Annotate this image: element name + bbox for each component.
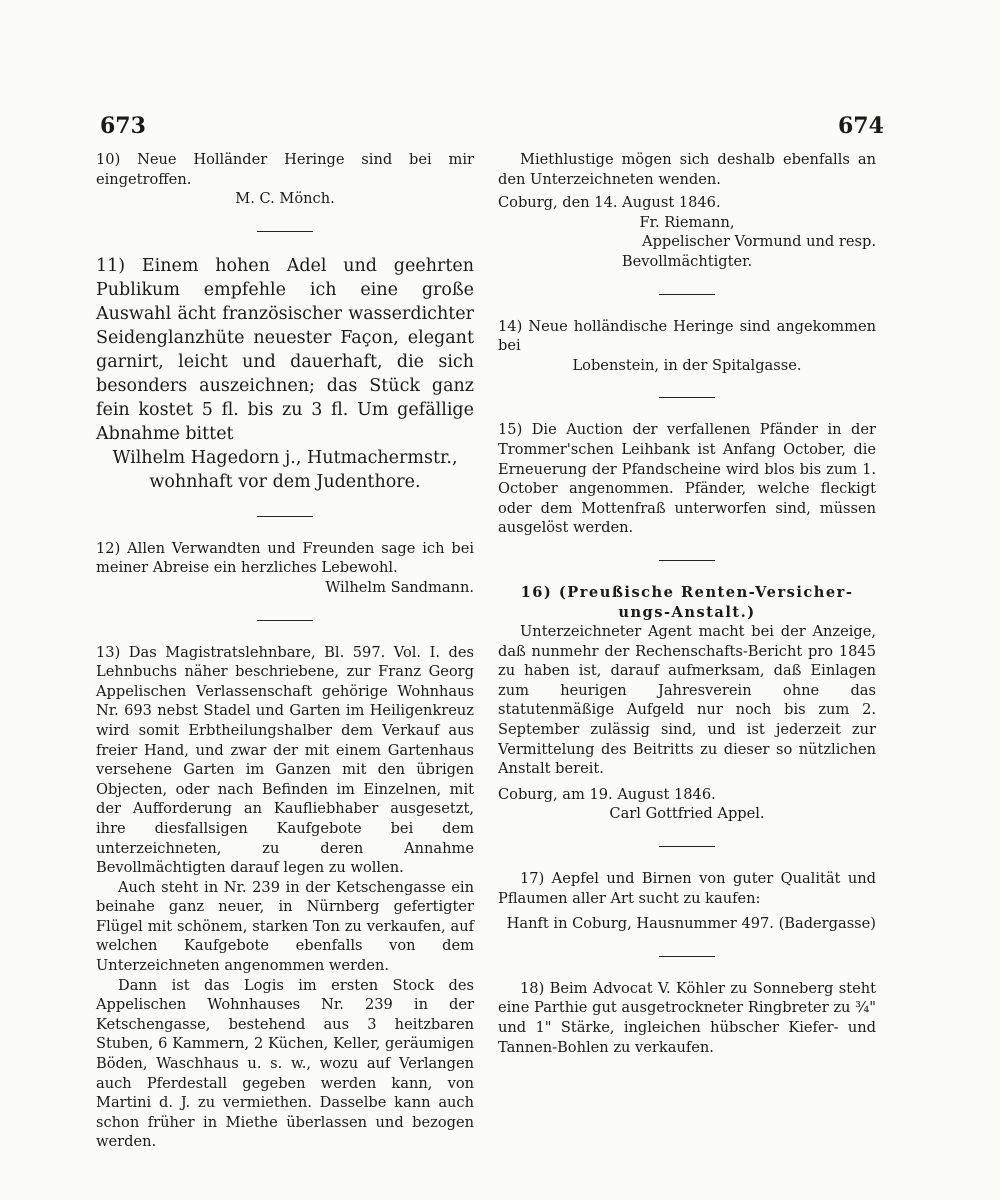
entry-12 [96,539,474,598]
entry-10-text: 10) Neue Holländer Heringe sind bei mir eingetroffen. [96,151,474,188]
entry-12-signature: Wilhelm Sandmann. [325,578,474,596]
entry-16-signature: Carl Gottfried Appel. [609,805,765,823]
divider [659,560,715,561]
entry-11 [96,254,474,494]
entry-13-date: Coburg, den 14. August 1846. [498,194,721,212]
entry-14 [498,317,876,376]
entry-15 [498,420,876,538]
entry-17-text: 17) Aepfel und Birnen von guter Qualität und Pflaumen aller Art sucht zu kaufen: [498,870,876,907]
entry-13-signature-title: Bevollmächtigter. [621,252,753,270]
entry-13-continued [498,150,876,272]
entry-13-continued-text: Miethlustige mögen sich deshalb ebenfalls an den Unterzeichneten wenden. [498,151,876,188]
page-number-right: 674 [838,113,884,139]
left-column [96,150,474,1152]
entry-13-signature-name: Fr. Riemann, [639,213,735,231]
entry-11-signature-name: Wilhelm Hagedorn j., Hutmachermstr., [112,447,458,468]
divider [257,620,313,621]
entry-11-text: 11) Einem hohen Adel und geehrten Publikum empfehle ich eine große Auswahl ächt französischer wasserdichter Seidenglanzhüte neuester Façon, elegant garnirt, leicht und dauerhaft, die sich besonders auszeichnen; das Stück ganz fein kostet 5 fl. bis zu 3 fl. Um gefällige Abnahme bittet [96,255,474,444]
entry-15-text: 15) Die Auction der verfallenen Pfänder in der Trommer'schen Leihbank ist Anfang October, die Erneuerung der Pfandscheine wird blos bis zum 1. October angenommen. Pfänder, welche fleckigt oder dem Mottenfraß unterworfen sind, müssen ausgelöst werden. [498,421,876,537]
entry-16-title-line-1: 16) (Preußische Renten-Versicher- [520,583,854,601]
entry-12-text: 12) Allen Verwandten und Freunden sage ich bei meiner Abreise ein herzliches Lebewohl. [96,539,474,577]
divider [659,956,715,957]
page-number-left: 673 [100,113,146,139]
entry-14-text: 14) Neue holländische Heringe sind angekommen bei [498,317,876,355]
entry-18-text: 18) Beim Advocat V. Köhler zu Sonneberg steht eine Parthie gut ausgetrockneter Ringbreter zu ¾" und 1" Stärke, ingleichen hübscher Kiefer- und Tannen-Bohlen zu verkaufen. [498,979,876,1056]
divider [257,231,313,232]
entry-10-signature: M. C. Mönch. [235,190,335,208]
entry-13-paragraph-3: Dann ist das Logis im ersten Stock des Appelischen Wohnhauses Nr. 239 in der Ketschengasse, bestehend aus 3 heitzbaren Stuben, 6 Kammern, 2 Küchen, Keller, geräumigen Böden, Waschhaus u. s. w., wozu auf Verlangen auch Pferdestall gegeben werden kann, von Martini d. J. zu vermiethen. Dasselbe kann auch schon früher in Miethe überlassen und bezogen werden. [96,976,474,1151]
entry-16-text: Unterzeichneter Agent macht bei der Anzeige, daß nunmehr der Rechenschafts-Bericht pro 1845 zu haben ist, darauf aufmerksam, daß Einlagen zum heurigen Jahresverein ohne das statutenmäßige Aufgeld nur noch bis zum 2. September zulässig sind, und ist jederzeit zur Vermittelung des Beitritts zu dieser so nützlichen Anstalt bereit. [498,623,876,778]
right-column [498,150,876,1057]
entry-11-signature-address: wohnhaft vor dem Judenthore. [149,471,421,492]
entry-18 [498,979,876,1057]
entry-13-paragraph-1: 13) Das Magistratslehnbare, Bl. 597. Vol. I. des Lehnbuchs näher beschriebene, zur Franz Georg Appelischen Verlassenschaft gehörige Wohnhaus Nr. 693 nebst Stadel und Garten im Heiligenkreuz wird somit Erbtheilungshalber dem Verkauf aus freier Hand, und zwar der mit einem Gartenhaus versehene Garten im Ganzen mit den übrigen Objecten, oder nach Befinden im Einzelnen, mit der Aufforderung an Kaufliebhaber ausgesetzt, ihre diesfallsigen Kaufgebote bei dem unterzeichneten, zu deren Annahme Bevollmächtigten darauf legen zu wollen. [96,643,474,877]
entry-13-signature-role: Appelischer Vormund und resp. [642,233,876,251]
entry-14-signature: Lobenstein, in der Spitalgasse. [572,356,802,374]
divider [659,397,715,398]
entry-17-signature: Hanft in Coburg, Hausnummer 497. (Badergasse) [506,915,876,933]
entry-13 [96,643,474,1152]
entry-16-date: Coburg, am 19. August 1846. [498,785,716,803]
entry-16 [498,583,876,824]
divider [257,516,313,517]
entry-17 [498,869,876,934]
divider [659,294,715,295]
entry-16-title-line-2: ungs-Anstalt.) [618,603,756,621]
entry-13-paragraph-2: Auch steht in Nr. 239 in der Ketschengasse ein beinahe ganz neuer, in Nürnberg gefertigter Flügel mit schönem, starken Ton zu verkaufen, auf welchen Kaufgebote ebenfalls von dem Unterzeichneten angenommen werden. [96,878,474,975]
entry-10 [96,150,474,209]
divider [659,846,715,847]
